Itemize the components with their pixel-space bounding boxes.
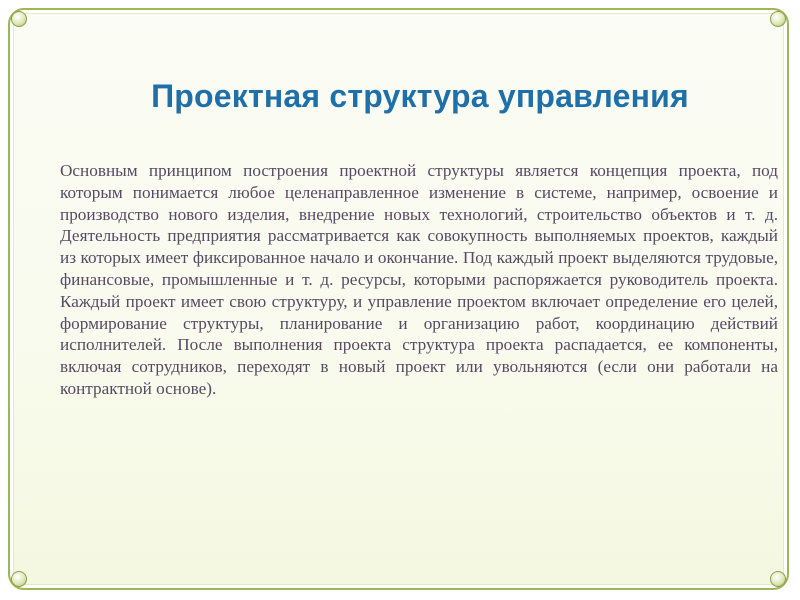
frame-corner-ornament <box>11 11 27 27</box>
slide-title: Проектная структура управления <box>151 78 689 114</box>
frame-corner-ornament <box>770 11 786 27</box>
frame-corner-ornament <box>11 571 27 587</box>
slide-body-text: Основным принципом построения проектной структуры является концепция проекта, под которым понимается любое целенаправленное изменение в системе, например, освоение и производство нового изделия, внедрение новых технологий, строительство объектов и т. д. Деятельность предприятия рассматривается как совокупность выполняемых проектов, каждый из которых имеет фиксированное начало и окончание. Под каждый проект выделяются трудовые, финансовые, промышленные и т. д. ресурсы, которыми распоряжается руководитель проекта. Каждый проект имеет свою структуру, и управление проектом включает определение его целей, формирование структуры, планирование и организацию работ, координацию действий исполнителей. После выполнения проекта структура проекта распадается, ее компоненты, включая сотрудников, переходят в новый проект или увольняются (если они работали на контрактной основе). <box>60 161 778 398</box>
frame-corner-ornament <box>770 571 786 587</box>
